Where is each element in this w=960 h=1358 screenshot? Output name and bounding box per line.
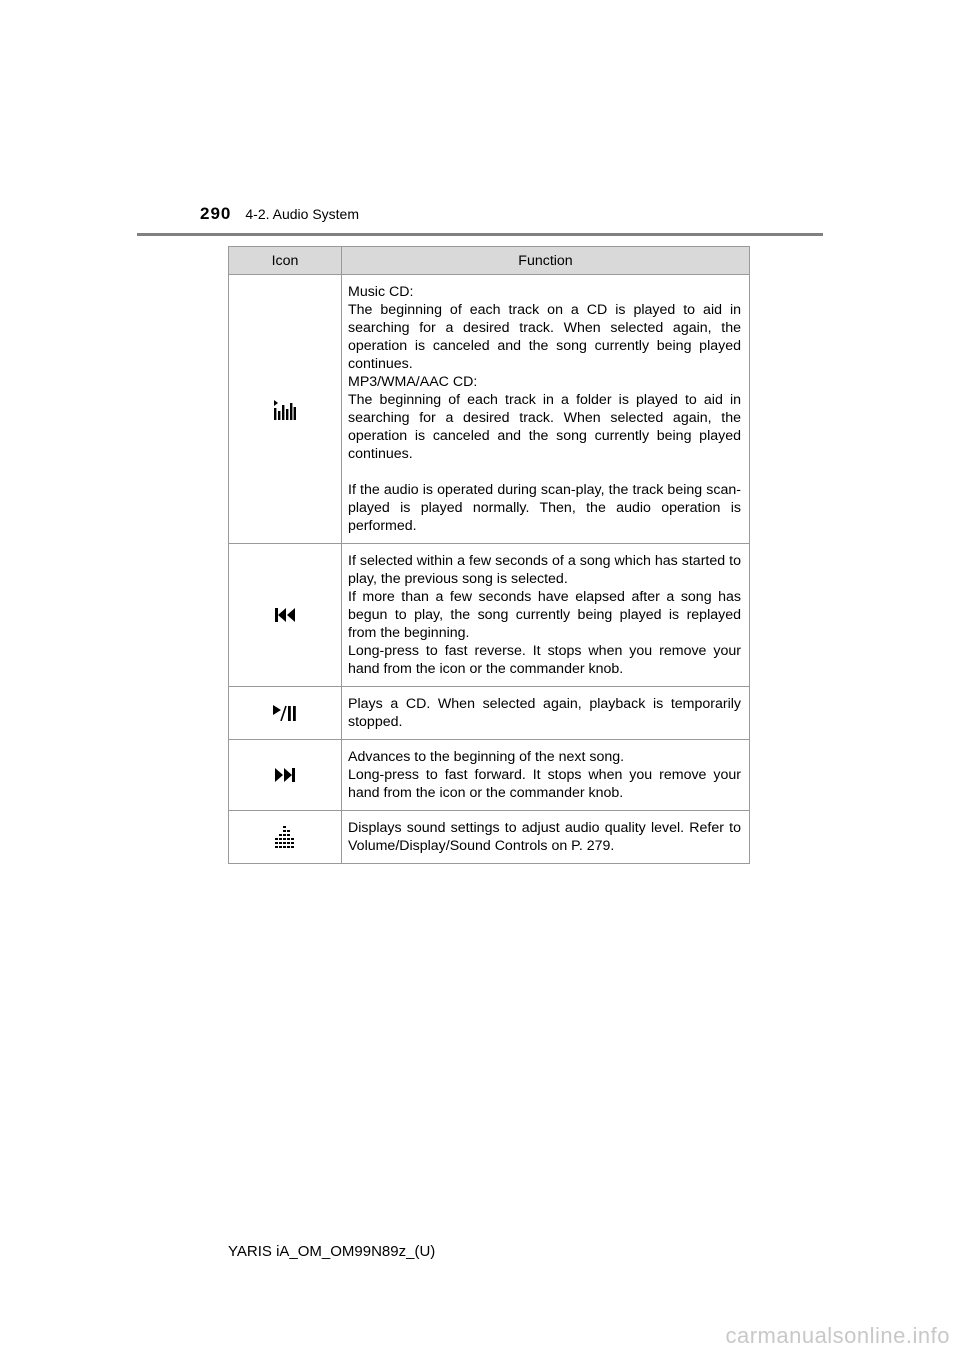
document-id: YARIS iA_OM_OM99N89z_(U) (228, 1243, 436, 1260)
column-header-function: Function (342, 247, 750, 275)
page-header (200, 204, 359, 228)
next-track-icon (275, 767, 295, 783)
function-note: If the audio is operated during scan-play, the track being scan-played is played normally. Then, the audio operation is performed. (348, 482, 741, 534)
table-row (229, 740, 750, 811)
icon-function-table (228, 246, 750, 864)
scan-icon (274, 401, 296, 417)
function-text: Displays sound settings to adjust audio quality level. Refer to Volume/Display/Sound Controls on P. 279. (348, 820, 741, 854)
function-text: MP3/WMA/AAC CD: (348, 374, 478, 390)
table-row (229, 687, 750, 740)
function-text: If more than a few seconds have elapsed after a song has begun to play, the song currently being played is replayed from the beginning. (348, 589, 741, 641)
table-row (229, 544, 750, 687)
function-text: The beginning of each track in a folder is played to aid in searching for a desired track. When selected again, the operation is canceled and the song currently being played continues. (348, 392, 741, 462)
icon-cell (229, 687, 342, 740)
sound-settings-icon (274, 829, 296, 845)
function-text: Music CD: (348, 284, 414, 300)
function-text: The beginning of each track on a CD is played to aid in searching for a desired track. When selected again, the operation is canceled and the song currently being played continues. (348, 302, 741, 372)
icon-cell (229, 275, 342, 544)
icon-cell (229, 811, 342, 864)
table-row (229, 811, 750, 864)
column-header-icon: Icon (229, 247, 342, 275)
function-text: Long-press to fast forward. It stops when you remove your hand from the icon or the commander knob. (348, 767, 741, 801)
function-cell (342, 811, 750, 864)
function-cell (342, 275, 750, 544)
function-cell (342, 687, 750, 740)
watermark: carmanualsonline.info (725, 1323, 950, 1348)
paragraph-gap (348, 463, 741, 481)
function-text: If selected within a few seconds of a song which has started to play, the previous song is selected. (348, 553, 741, 587)
function-text: Advances to the beginning of the next song. (348, 749, 625, 765)
icon-cell (229, 740, 342, 811)
icon-cell (229, 544, 342, 687)
table-row (229, 275, 750, 544)
function-cell (342, 740, 750, 811)
section-title: 4-2. Audio System (245, 206, 359, 222)
table-header-row (229, 247, 750, 275)
header-rule (137, 233, 823, 236)
page-number: 290 (200, 204, 232, 223)
function-text: Long-press to fast reverse. It stops when you remove your hand from the icon or the commander knob. (348, 643, 741, 677)
play-pause-icon (273, 705, 297, 721)
previous-track-icon (275, 607, 295, 623)
function-text: Plays a CD. When selected again, playback is temporarily stopped. (348, 696, 741, 730)
function-cell (342, 544, 750, 687)
